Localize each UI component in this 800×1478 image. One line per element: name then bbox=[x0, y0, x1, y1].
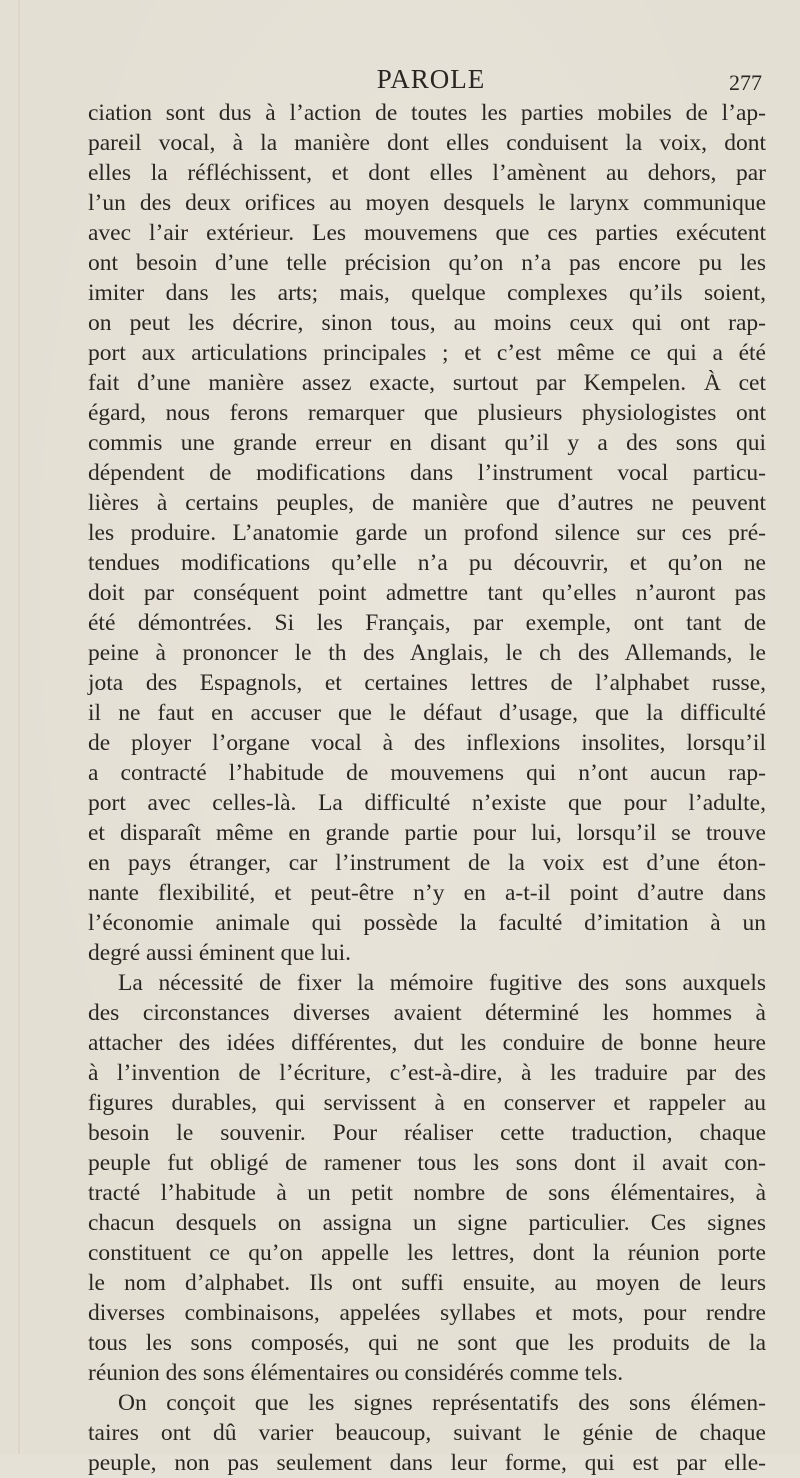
text-line: peuple, non pas seulement dans leur forme, qui est par elle- bbox=[88, 1450, 766, 1476]
text-line: le nom d’alphabet. Ils ont suffi ensuite, au moyen de leurs bbox=[88, 1270, 766, 1296]
text-line: dépendent de modifications dans l’instrument vocal particu- bbox=[88, 460, 766, 486]
text-line: de ployer l’organe vocal à des inflexions insolites, lorsqu’il bbox=[88, 730, 766, 756]
body-text bbox=[88, 98, 766, 1478]
text-line: l’un des deux orifices au moyen desquels le larynx communique bbox=[88, 190, 766, 216]
text-line: tracté l’habitude à un petit nombre de sons élémentaires, à bbox=[88, 1180, 766, 1206]
text-line: besoin le souvenir. Pour réaliser cette traduction, chaque bbox=[88, 1120, 766, 1146]
text-line: égard, nous ferons remarquer que plusieurs physiologistes ont bbox=[88, 400, 766, 426]
text-line: peine à prononcer le th des Anglais, le ch des Allemands, le bbox=[88, 640, 766, 666]
running-title: PAROLE bbox=[376, 64, 486, 94]
text-line: nante flexibilité, et peut-être n’y en a-t-il point d’autre dans bbox=[88, 880, 766, 906]
text-line: on peut les décrire, sinon tous, au moins ceux qui ont rap- bbox=[88, 310, 766, 336]
text-line: degré aussi éminent que lui. bbox=[88, 940, 351, 966]
text-line: figures durables, qui servissent à en conserver et rappeler au bbox=[88, 1090, 766, 1116]
text-line: On conçoit que les signes représentatifs des sons élémen- bbox=[118, 1390, 766, 1416]
text-line: il ne faut en accuser que le défaut d’usage, que la difficulté bbox=[88, 700, 766, 726]
text-line: taires ont dû varier beaucoup, suivant le génie de chaque bbox=[88, 1420, 766, 1446]
text-line: doit par conséquent point admettre tant qu’elles n’auront pas bbox=[88, 580, 766, 606]
text-line: ciation sont dus à l’action de toutes les parties mobiles de l’ap- bbox=[88, 100, 766, 126]
text-line: imiter dans les arts; mais, quelque complexes qu’ils soient, bbox=[88, 280, 766, 306]
text-line: diverses combinaisons, appelées syllabes et mots, pour rendre bbox=[88, 1300, 766, 1326]
text-line: en pays étranger, car l’instrument de la voix est d’une éton- bbox=[88, 850, 766, 876]
text-line: réunion des sons élémentaires ou considérés comme tels. bbox=[88, 1360, 624, 1386]
page-edge-shadow bbox=[18, 0, 20, 1454]
text-line: attacher des idées différentes, dut les conduire de bonne heure bbox=[88, 1030, 766, 1056]
text-line: port aux articulations principales ; et c’est même ce qui a été bbox=[88, 340, 766, 366]
text-line: tendues modifications qu’elle n’a pu découvrir, et qu’on ne bbox=[88, 550, 766, 576]
running-head bbox=[96, 62, 766, 96]
text-line: port avec celles-là. La difficulté n’existe que pour l’adulte, bbox=[88, 790, 766, 816]
text-line: fait d’une manière assez exacte, surtout par Kempelen. À cet bbox=[88, 370, 766, 396]
text-line: l’économie animale qui possède la faculté d’imitation à un bbox=[88, 910, 766, 936]
text-line: La nécessité de fixer la mémoire fugitive des sons auxquels bbox=[118, 970, 766, 996]
text-line: a contracté l’habitude de mouvemens qui n’ont aucun rap- bbox=[88, 760, 766, 786]
text-line: avec l’air extérieur. Les mouvemens que ces parties exécutent bbox=[88, 220, 766, 246]
text-line: chacun desquels on assigna un signe particulier. Ces signes bbox=[88, 1210, 766, 1236]
text-line: elles la réfléchissent, et dont elles l’amènent au dehors, par bbox=[88, 160, 766, 186]
text-line: pareil vocal, à la manière dont elles conduisent la voix, dont bbox=[88, 130, 766, 156]
text-line: et disparaît même en grande partie pour lui, lorsqu’il se trouve bbox=[88, 820, 766, 846]
text-line: constituent ce qu’on appelle les lettres, dont la réunion porte bbox=[88, 1240, 766, 1266]
text-line: été démontrées. Si les Français, par exemple, ont tant de bbox=[88, 610, 766, 636]
text-line: commis une grande erreur en disant qu’il y a des sons qui bbox=[88, 430, 766, 456]
text-line: à l’invention de l’écriture, c’est-à-dire, à les traduire par des bbox=[88, 1060, 766, 1086]
text-line: peuple fut obligé de ramener tous les sons dont il avait con- bbox=[88, 1150, 766, 1176]
text-line: jota des Espagnols, et certaines lettres de l’alphabet russe, bbox=[88, 670, 766, 696]
page-number: 277 bbox=[729, 70, 762, 95]
text-line: des circonstances diverses avaient déterminé les hommes à bbox=[88, 1000, 766, 1026]
text-line: ont besoin d’une telle précision qu’on n’a pas encore pu les bbox=[88, 250, 766, 276]
text-line: tous les sons composés, qui ne sont que les produits de la bbox=[88, 1330, 766, 1356]
text-line: lières à certains peuples, de manière que d’autres ne peuvent bbox=[88, 490, 766, 516]
text-line: les produire. L’anatomie garde un profond silence sur ces pré- bbox=[88, 520, 766, 546]
